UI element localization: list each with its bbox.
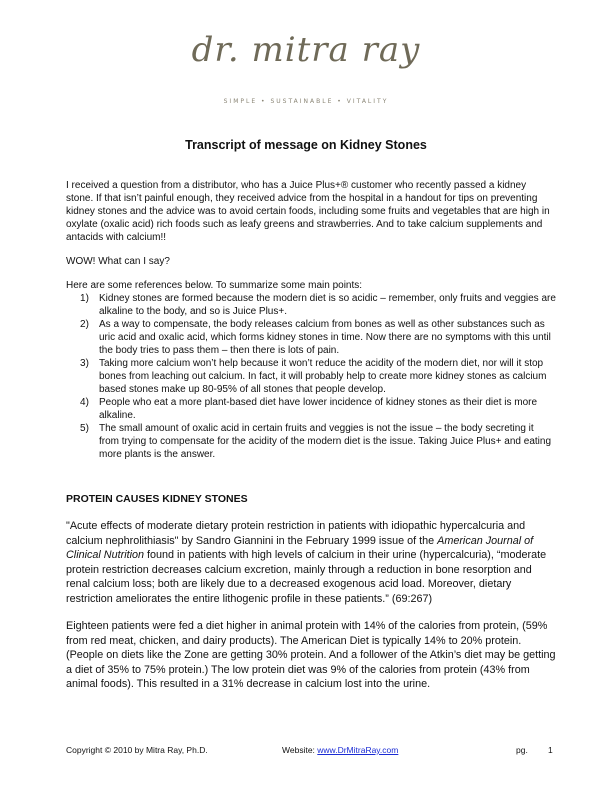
brand-logo (150, 30, 462, 105)
list-item: Kidney stones are formed because the modern diet is so acidic – remember, only fruits and veggies are alkaline to the body, and so is Juice Plus+. (99, 293, 556, 317)
list-item: As a way to compensate, the body releases calcium from bones as well as other substances such as uric acid and oxalic acid, which forms kidney stones in time. Now there are no symptoms with this until the body tries to pass them – then there is lots of pain. (99, 319, 551, 356)
list-item: The small amount of oxalic acid in certain fruits and veggies is not the issue – the body secreting it from trying to compensate for the acidity of the modern diet is the issue. Taking Juice Plus+ and eating more plants is the answer. (99, 423, 552, 460)
exclaim-line: WOW! What can I say? (66, 256, 170, 267)
list-item: Taking more calcium won’t help because it won’t reduce the acidity of the modern diet, nor will it stop bones from leaching out calcium. In fact, it will probably help to create more kidney stones as calcium based stones make up 80-95% of all stones that people develop. (99, 358, 547, 395)
quote-paragraph (66, 519, 556, 606)
main-points-list (66, 292, 556, 461)
website (282, 745, 398, 755)
page-label: pg. (516, 745, 528, 755)
logo-tagline: SIMPLE • SUSTAINABLE • VITALITY (223, 98, 389, 105)
logo-script-text: dr. mitra ray (191, 30, 421, 70)
section-heading: PROTEIN CAUSES KIDNEY STONES (66, 493, 248, 505)
page-number: 1 (548, 745, 553, 755)
study-paragraph: Eighteen patients were fed a diet higher in animal protein with 14% of the calories from protein, (59% from red meat, chicken, and dairy products). The American Diet is typically 14% to 20% protein. (People on diets like the Zone are getting 30% protein. And a follower of the Atkin’s diet may be getting a diet of 35% to 75% protein.) The low protein diet was 9% of the calories from protein (43% from animal foods). This resulted in a 31% decrease in calcium lost into the urine. (66, 620, 556, 690)
intro-paragraph: I received a question from a distributor, who has a Juice Plus+® customer who recently passed a kidney stone. If that isn’t painful enough, they received advice from the hospital in a handout for tips on preventing kidney stones and the advice was to avoid certain foods, including some fruits and vegetables that are high in oxylate (oxalic acid) rich foods such as leafy greens and strawberries. And to take calcium supplements and antacids with calcium!! (66, 180, 550, 243)
website-label: Website: (282, 745, 318, 755)
journal-name: American Journal of Clinical Nutrition (66, 534, 534, 561)
website-link[interactable]: www.DrMitraRay.com (317, 745, 399, 755)
list-item: People who eat a more plant-based diet have lower incidence of kidney stones as their diet is more alkaline. (99, 397, 538, 421)
copyright-text: Copyright © 2010 by Mitra Ray, Ph.D. (66, 745, 208, 755)
document-title: Transcript of message on Kidney Stones (185, 138, 427, 152)
document-body (66, 179, 556, 692)
page-footer (0, 745, 612, 761)
quote-part2: found in patients with high levels of calcium in their urine (hypercalcuria), “moderate protein restriction decreases calcium excretion, mainly through a reduction in bone resorption and renal calcium loss; both are likely due to a decreased exogenous acid load. Moreover, dietary restriction ameliorates the entire lithogenic profile in these patients.” (69:267) (66, 549, 547, 605)
quote-part1: "Acute effects of moderate dietary protein restriction in patients with idiopathic hypercalcuria and calcium nephrolithiasis" by Sandro Giannini in the February 1999 issue of the (66, 520, 526, 547)
refs-lead: Here are some references below. To summarize some main points: (66, 280, 363, 291)
